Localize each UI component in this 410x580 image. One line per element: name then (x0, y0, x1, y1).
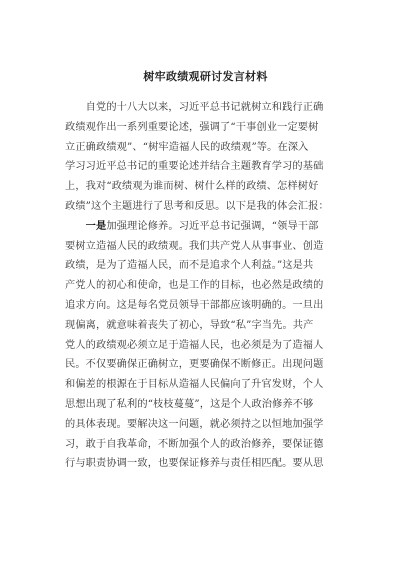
section-one-paragraph (65, 217, 346, 474)
paragraph-line: 要树立造福人民的政绩观。我们共产党人从事事业、创造 (65, 240, 324, 252)
paragraph-line: 的具体表现。要解决这一问题，就必须持之以恒地加强学 (65, 418, 324, 430)
paragraph-line: 政绩观作出一系列重要论述，强调了“干事创业一定要树 (65, 121, 319, 133)
paragraph-line: 政绩”这个主题进行了思考和反思。以下是我的体会汇报： (65, 200, 329, 212)
paragraph-line: 党人的政绩观必须立足于造福人民，也必须是为了造福人 (65, 339, 324, 351)
paragraph-line: 政绩，是为了造福人民，而不是追求个人利益。”这是共 (65, 260, 314, 272)
paragraph-line: 追求方向。这是每名党员领导干部都应该明确的。一旦出 (65, 299, 324, 311)
paragraph-line: 自党的十八大以来，习近平总书记就树立和践行正确 (65, 102, 324, 113)
section-lead: 一是 (65, 219, 107, 232)
paragraph-line: 产党人的初心和使命，也是工作的目标，也必然是政绩的 (65, 280, 324, 292)
paragraph-line: 思想出现了私利的“枝枝蔓蔓”，这是个人政治修养不够 (65, 398, 314, 410)
paragraph-line: 习，敢于自我革命，不断加强个人的政治修养，要保证德 (65, 438, 324, 450)
paragraph-line: 上，我对“政绩观为谁而树、树什么样的政绩、怎样树好 (65, 181, 319, 193)
intro-paragraph (65, 98, 346, 217)
paragraph-line: 民。不仅要确保正确树立，更要确保不断修正。出现问题 (65, 359, 324, 371)
paragraph-line-text: 加强理论修养。习近平总书记强调，“领导干部 (106, 220, 319, 232)
paragraph-line: 学习习近平总书记的重要论述并结合主题教育学习的基础 (65, 161, 324, 173)
paragraph-line: 和偏差的根源在于目标从造福人民偏向了升官发财，个人 (65, 379, 324, 391)
paragraph-line (65, 217, 346, 237)
paragraph-line: 现偏离，就意味着丧失了初心，导致“私”字当先。共产 (65, 319, 314, 331)
paragraph-line: 立正确政绩观”、“树牢造福人民的政绩观”等。在深入 (65, 141, 309, 153)
paragraph-line: 行与职责协调一致，也要保证修养与责任相匹配。要从思 (65, 458, 324, 470)
document-title: 树牢政绩观研讨发言材料 (143, 70, 268, 83)
